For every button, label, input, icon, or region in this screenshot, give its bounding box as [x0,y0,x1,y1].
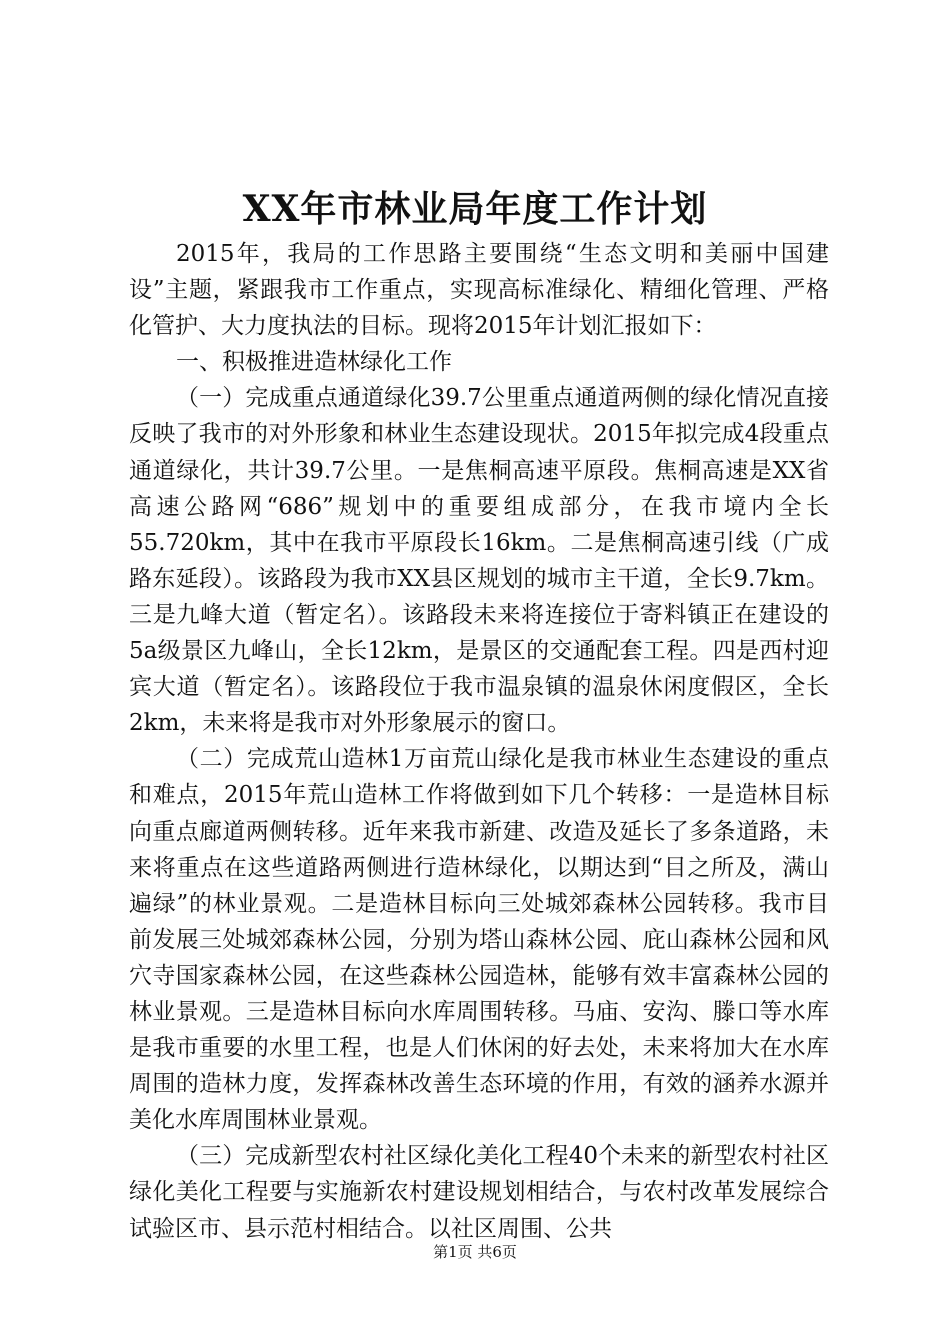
paragraph-item-2: （二）完成荒山造林1万亩荒山绿化是我市林业生态建设的重点和难点，2015年荒山造林工作将做到如下几个转移：一是造林目标向重点廊道两侧转移。近年来我市新建、改造及延长了多条道路，未来将重点在这些道路两侧进行造林绿化，以期达到“目之所及，满山遍绿”的林业景观。二是造林目标向三处城郊森林公园转移。我市目前发展三处城郊森林公园，分别为塔山森林公园、庇山森林公园和风穴寺国家森林公园，在这些森林公园造林，能够有效丰富森林公园的林业景观。三是造林目标向水库周围转移。马庙、安沟、滕口等水库是我市重要的水里工程，也是人们休闲的好去处，未来将加大在水库周围的造林力度，发挥森林改善生态环境的作用，有效的涵养水源并美化水库周围林业景观。 [129,746,829,1134]
section-heading: 一、积极推进造林绿化工作 [176,349,452,376]
page-footer: 第1页 共6页 [433,1243,517,1261]
document-title: XX年市林业局年度工作计划 [242,188,708,230]
paragraph-intro: 2015年，我局的工作思路主要围绕“生态文明和美丽中国建设”主题，紧跟我市工作重点，实现高标准绿化、精细化管理、严格化管护、大力度执法的目标。现将2015年计划汇报如下： [129,241,829,340]
paragraph-item-3: （三）完成新型农村社区绿化美化工程40个未来的新型农村社区绿化美化工程要与实施新农村建设规划相结合，与农村改革发展综合试验区市、县示范村相结合。以社区周围、公共 [129,1143,829,1242]
paragraph-item-1: （一）完成重点通道绿化39.7公里重点通道两侧的绿化情况直接反映了我市的对外形象和林业生态建设现状。2015年拟完成4段重点通道绿化，共计39.7公里。一是焦桐高速平原段。焦桐高速是XX省高速公路网“686”规划中的重要组成部分，在我市境内全长55.720km，其中在我市平原段长16km。二是焦桐高速引线（广成路东延段）。该路段为我市XX县区规划的城市主干道，全长9.7km。三是九峰大道（暂定名）。该路段未来将连接位于寄料镇正在建设的5a级景区九峰山，全长12km，是景区的交通配套工程。四是西村迎宾大道（暂定名）。该路段位于我市温泉镇的温泉休闲度假区，全长2km，未来将是我市对外形象展示的窗口。 [129,385,829,737]
document-body [129,236,829,1247]
